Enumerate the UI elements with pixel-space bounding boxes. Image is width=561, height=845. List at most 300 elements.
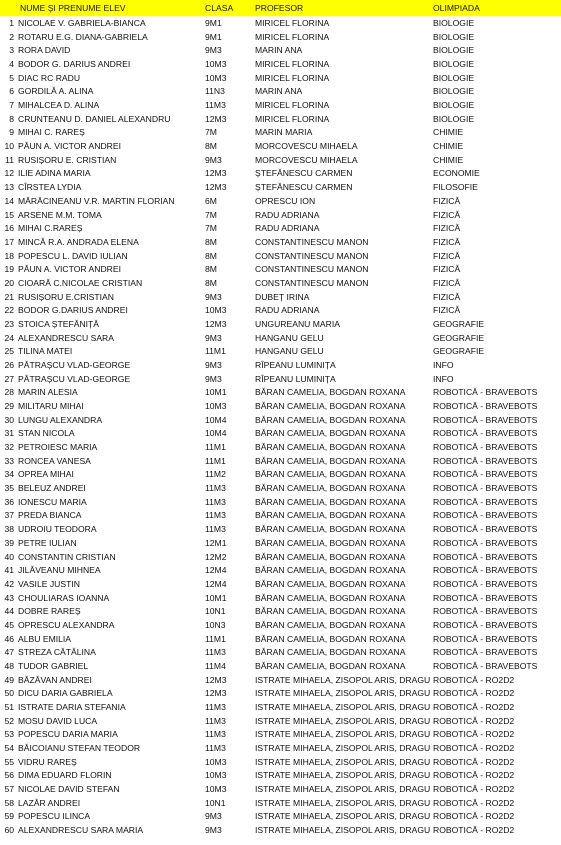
teacher-name: MIRICEL FLORINA [255, 100, 330, 111]
olympiad-name: ROBOTICĂ - BRAVEBOTS [433, 578, 538, 589]
student-name: POPESCU ILINCA [18, 811, 91, 822]
olympiad-name: INFO [433, 373, 454, 384]
row-number: 53 [4, 729, 14, 740]
student-name: BODOR G.DARIUS ANDREI [18, 305, 128, 316]
student-class: 9M3 [205, 360, 222, 370]
student-class: 12M3 [205, 674, 227, 685]
row-number: 56 [4, 770, 14, 781]
table-row [0, 592, 561, 606]
student-class: 10M1 [205, 387, 227, 398]
teacher-name: CONSTANTINESCU MANON [255, 264, 369, 275]
row-number: 23 [4, 318, 14, 329]
table-row [0, 209, 561, 223]
table-row [0, 99, 561, 113]
row-number: 21 [4, 291, 14, 302]
teacher-name: BĂRAN CAMELIA, BOGDAN ROXANA [255, 428, 406, 439]
row-number: 59 [4, 811, 14, 822]
teacher-name: DUBEȚ IRINA [255, 291, 310, 302]
olympiad-name: ROBOTICĂ - RO2D2 [433, 715, 515, 726]
teacher-name: BĂRAN CAMELIA, BOGDAN ROXANA [255, 469, 406, 480]
row-number: 48 [4, 660, 14, 671]
teacher-name: BĂRAN CAMELIA, BOGDAN ROXANA [255, 496, 406, 507]
table-row [0, 304, 561, 318]
olympiad-name: ECONOMIE [433, 168, 480, 179]
table-row [0, 633, 561, 647]
teacher-name: BĂRAN CAMELIA, BOGDAN ROXANA [255, 401, 406, 412]
row-number: 41 [4, 565, 14, 576]
student-class: 6M [205, 195, 217, 206]
teacher-name: CONSTANTINESCU MANON [255, 236, 369, 247]
row-number: 18 [4, 250, 14, 261]
row-number: 31 [4, 428, 14, 439]
student-class: 11M1 [205, 346, 226, 357]
student-name: OPRESCU ALEXANDRA [18, 619, 115, 630]
row-number: 30 [4, 414, 14, 425]
student-name: RUSIȘORU E.CRISTIAN [18, 291, 114, 302]
teacher-name: MORCOVESCU MIHAELA [255, 141, 358, 152]
student-class: 12M3 [205, 318, 227, 329]
row-number: 25 [4, 346, 14, 357]
table-row [0, 674, 561, 688]
student-class: 9M3 [205, 332, 222, 343]
teacher-name: MIRICEL FLORINA [255, 18, 330, 28]
student-class: 11M3 [205, 510, 226, 521]
olympiad-name: ROBOTICĂ - BRAVEBOTS [433, 619, 538, 630]
row-number: 36 [4, 496, 14, 507]
row-number: 1 [9, 18, 14, 28]
row-number: 47 [4, 647, 14, 658]
student-name: RONCEA VANESA [18, 455, 91, 466]
table-row [0, 359, 561, 373]
olympiad-name: ROBOTICĂ - RO2D2 [433, 756, 515, 767]
student-name: PETRE IULIAN [18, 537, 77, 548]
olympiad-name: ROBOTICĂ - BRAVEBOTS [433, 387, 538, 398]
student-class: 11M3 [205, 715, 226, 726]
olympiad-name: FIZICĂ [433, 236, 461, 247]
student-class: 12M3 [205, 168, 227, 179]
table-row [0, 291, 561, 305]
row-number: 27 [4, 373, 14, 384]
row-number: 4 [9, 59, 14, 70]
table-row [0, 332, 561, 346]
student-class: 10N1 [205, 606, 226, 617]
header-name: NUME ȘI PRENUME ELEV [20, 3, 126, 13]
table-row [0, 17, 561, 31]
row-number: 38 [4, 524, 14, 535]
student-class: 9M1 [205, 31, 222, 42]
teacher-name: CONSTANTINESCU MANON [255, 250, 369, 261]
table-row [0, 427, 561, 441]
table-row [0, 646, 561, 660]
row-number: 35 [4, 483, 14, 494]
student-name: STOICA ȘTEFĂNIȚĂ [18, 318, 100, 329]
student-class: 10M3 [205, 72, 227, 83]
table-row [0, 701, 561, 715]
student-name: PĂTRAȘCU VLAD-GEORGE [18, 373, 131, 384]
olympiad-name: FIZICĂ [433, 223, 461, 234]
row-number: 55 [4, 756, 14, 767]
teacher-name: ȘTEFĂNESCU CARMEN [255, 168, 353, 179]
row-number: 58 [4, 797, 14, 808]
student-class: 10N1 [205, 797, 226, 808]
student-class: 8M [205, 277, 217, 288]
table-row [0, 167, 561, 181]
student-class: 9M3 [205, 291, 222, 302]
student-name: VIDRU RAREȘ [18, 756, 77, 767]
table-row [0, 126, 561, 140]
olympiad-name: FIZICĂ [433, 291, 461, 302]
student-class: 11M3 [205, 647, 226, 658]
student-class: 11M1 [205, 455, 226, 466]
student-name: MIHAI C.RAREȘ [18, 223, 83, 234]
row-number: 51 [4, 702, 14, 712]
student-name: PETROIESC MARIA [18, 442, 98, 453]
student-class: 12M4 [205, 565, 227, 576]
student-name: STREZA CĂTĂLINA [18, 647, 96, 658]
student-name: RUSIȘORU E. CRISTIAN [18, 154, 117, 165]
olympiad-name: FIZICĂ [433, 277, 461, 288]
teacher-name: ISTRATE MIHAELA, ZISOPOL ARIS, DRAGU [255, 688, 430, 699]
teacher-name: ISTRATE MIHAELA, ZISOPOL ARIS, DRAGU [255, 825, 430, 836]
table-row [0, 523, 561, 537]
table-row [0, 373, 561, 387]
olympiad-name: CHIMIE [433, 141, 464, 152]
student-name: TUDOR GABRIEL [18, 660, 89, 671]
table-row [0, 236, 561, 250]
student-class: 9M3 [205, 45, 222, 56]
teacher-name: BĂRAN CAMELIA, BOGDAN ROXANA [255, 592, 406, 603]
table-row [0, 318, 561, 332]
row-number: 28 [4, 387, 14, 398]
student-class: 11N3 [205, 86, 225, 97]
olympiad-name: FILOSOFIE [433, 182, 478, 193]
teacher-name: BĂRAN CAMELIA, BOGDAN ROXANA [255, 565, 406, 576]
student-name: DOBRE RAREȘ [18, 606, 81, 617]
teacher-name: BĂRAN CAMELIA, BOGDAN ROXANA [255, 510, 406, 521]
olympiad-name: ROBOTICĂ - BRAVEBOTS [433, 496, 538, 507]
teacher-name: MIRICEL FLORINA [255, 59, 330, 70]
student-name: IONESCU MARIA [18, 496, 87, 507]
student-name: PĂUN A. VICTOR ANDREI [18, 264, 121, 275]
olympiad-name: ROBOTICĂ - BRAVEBOTS [433, 606, 538, 617]
olympiad-name: ROBOTICĂ - RO2D2 [433, 797, 515, 808]
row-number: 13 [4, 182, 14, 193]
olympiad-name: ROBOTICĂ - BRAVEBOTS [433, 647, 538, 658]
olympiad-name: BIOLOGIE [433, 72, 475, 83]
olympiad-name: ROBOTICĂ - BRAVEBOTS [433, 483, 538, 494]
row-number: 29 [4, 401, 14, 412]
olympiad-name: CHIMIE [433, 127, 464, 138]
student-class: 11M1 [205, 442, 226, 453]
olympiad-name: FIZICĂ [433, 264, 461, 275]
olympiad-name: ROBOTICĂ - BRAVEBOTS [433, 524, 538, 535]
student-class: 12M3 [205, 688, 227, 699]
student-class: 10M1 [205, 592, 227, 603]
olympiad-name: ROBOTICĂ - BRAVEBOTS [433, 414, 538, 425]
student-name: PREDA BIANCA [18, 510, 82, 521]
row-number: 46 [4, 633, 14, 644]
table-row [0, 113, 561, 127]
table-row [0, 660, 561, 674]
table-row [0, 58, 561, 72]
table-row [0, 797, 561, 811]
olympiad-name: ROBOTICĂ - BRAVEBOTS [433, 428, 538, 439]
table-row [0, 537, 561, 551]
table-row [0, 578, 561, 592]
student-name: GORDILĂ A. ALINA [18, 86, 94, 97]
student-class: 12M3 [205, 113, 227, 124]
olympiad-name: BIOLOGIE [433, 45, 475, 56]
teacher-name: HANGANU GELU [255, 332, 324, 343]
student-name: ROTARU E.G. DIANA-GABRIELA [18, 31, 148, 42]
row-number: 32 [4, 442, 14, 453]
student-class: 10M3 [205, 305, 227, 316]
row-number: 17 [4, 236, 14, 247]
olympiad-name: ROBOTICĂ - RO2D2 [433, 743, 515, 754]
student-name: MILITARU MIHAI [18, 401, 84, 412]
teacher-name: ISTRATE MIHAELA, ZISOPOL ARIS, DRAGU [255, 756, 430, 767]
table-row [0, 345, 561, 359]
teacher-name: BĂRAN CAMELIA, BOGDAN ROXANA [255, 647, 406, 658]
teacher-name: OPRESCU ION [255, 195, 316, 206]
student-name: MARIN ALESIA [18, 387, 78, 398]
student-class: 11M2 [205, 469, 226, 480]
table-row [0, 468, 561, 482]
table-row [0, 441, 561, 455]
table-row [0, 551, 561, 565]
student-name: POPESCU DARIA MARIA [18, 729, 118, 740]
table-row [0, 715, 561, 729]
table-row [0, 195, 561, 209]
table-row [0, 181, 561, 195]
student-name: MIHALCEA D. ALINA [18, 100, 100, 111]
student-name: ALEXANDRESCU SARA MARIA [18, 825, 144, 836]
row-number: 54 [4, 743, 14, 754]
teacher-name: ȘTEFĂNESCU CARMEN [255, 182, 353, 193]
olympiad-name: INFO [433, 360, 454, 370]
header-teacher: PROFESOR [255, 3, 304, 13]
row-number: 6 [9, 86, 14, 97]
teacher-name: UNGUREANU MARIA [255, 318, 340, 329]
teacher-name: BĂRAN CAMELIA, BOGDAN ROXANA [255, 578, 406, 589]
olympiad-name: CHIMIE [433, 154, 464, 165]
olympiad-name: BIOLOGIE [433, 31, 475, 42]
row-number: 50 [4, 688, 14, 699]
olympiad-name: GEOGRAFIE [433, 346, 485, 357]
student-class: 10M3 [205, 770, 227, 781]
teacher-name: RÎPEANU LUMINIȚA [255, 360, 336, 370]
teacher-name: RADU ADRIANA [255, 305, 320, 316]
olympiad-name: ROBOTICĂ - BRAVEBOTS [433, 537, 538, 548]
row-number: 19 [4, 264, 14, 275]
olympiad-name: ROBOTICĂ - RO2D2 [433, 825, 515, 836]
teacher-name: ISTRATE MIHAELA, ZISOPOL ARIS, DRAGU [255, 811, 430, 822]
row-number: 11 [5, 154, 14, 165]
student-class: 11M3 [205, 729, 226, 740]
student-class: 11M3 [205, 702, 226, 712]
student-name: DIMA EDUARD FLORIN [18, 770, 112, 781]
table-row [0, 140, 561, 154]
table-row [0, 482, 561, 496]
teacher-name: ISTRATE MIHAELA, ZISOPOL ARIS, DRAGU [255, 674, 430, 685]
table-row [0, 769, 561, 783]
student-class: 9M3 [205, 373, 222, 384]
table-row [0, 400, 561, 414]
student-class: 10M3 [205, 401, 227, 412]
row-number: 7 [9, 100, 14, 111]
student-class: 11M3 [205, 483, 226, 494]
table-row [0, 756, 561, 770]
teacher-name: BĂRAN CAMELIA, BOGDAN ROXANA [255, 551, 406, 562]
table-row [0, 810, 561, 824]
student-name: CRUNTEANU D. DANIEL ALEXANDRU [18, 113, 171, 124]
student-name: MINCĂ R.A. ANDRADA ELENA [18, 236, 139, 247]
row-number: 44 [4, 606, 14, 617]
student-name: OPREA MIHAI [18, 469, 74, 480]
student-name: ILIE ADINA MARIA [18, 168, 91, 179]
olympiad-name: ROBOTICĂ - BRAVEBOTS [433, 633, 538, 644]
table-row [0, 263, 561, 277]
table-row [0, 44, 561, 58]
student-class: 10N3 [205, 619, 226, 630]
student-name: UDROIU TEODORA [18, 524, 97, 535]
student-name: RORA DAVID [18, 45, 71, 56]
olympiad-name: FIZICĂ [433, 305, 461, 316]
header-olympiad: OLIMPIADA [433, 3, 480, 13]
olympiad-name: BIOLOGIE [433, 100, 475, 111]
table-row [0, 783, 561, 797]
row-number: 14 [4, 195, 14, 206]
row-number: 40 [4, 551, 14, 562]
olympiad-name: ROBOTICĂ - BRAVEBOTS [433, 442, 538, 453]
teacher-name: ISTRATE MIHAELA, ZISOPOL ARIS, DRAGU [255, 797, 430, 808]
teacher-name: BĂRAN CAMELIA, BOGDAN ROXANA [255, 633, 406, 644]
table-row [0, 72, 561, 86]
olympiad-name: BIOLOGIE [433, 18, 475, 28]
teacher-name: BĂRAN CAMELIA, BOGDAN ROXANA [255, 619, 406, 630]
table-row [0, 414, 561, 428]
olympiad-name: ROBOTICĂ - BRAVEBOTS [433, 660, 538, 671]
table-row [0, 687, 561, 701]
student-class: 10M3 [205, 59, 227, 70]
header-class: CLASA [205, 3, 234, 13]
teacher-name: BĂRAN CAMELIA, BOGDAN ROXANA [255, 537, 406, 548]
student-name: MĂRĂCINEANU V.R. MARTIN FLORIAN [18, 195, 175, 206]
olympiad-name: ROBOTICĂ - BRAVEBOTS [433, 565, 538, 576]
student-class: 12M4 [205, 578, 227, 589]
olympiad-name: ROBOTICĂ - RO2D2 [433, 688, 515, 699]
student-class: 12M2 [205, 551, 227, 562]
table-row [0, 277, 561, 291]
student-name: TILINA MATEI [18, 346, 73, 357]
student-class: 11M4 [205, 660, 226, 671]
row-number: 39 [4, 537, 14, 548]
teacher-name: MIRICEL FLORINA [255, 113, 330, 124]
student-class: 8M [205, 141, 217, 152]
row-number: 34 [4, 469, 14, 480]
teacher-name: BĂRAN CAMELIA, BOGDAN ROXANA [255, 483, 406, 494]
table-row [0, 564, 561, 578]
teacher-name: BĂRAN CAMELIA, BOGDAN ROXANA [255, 660, 406, 671]
student-class: 7M [205, 127, 217, 138]
student-name: NICOLAE V. GABRIELA-BIANCA [18, 18, 146, 28]
olympiad-name: BIOLOGIE [433, 86, 475, 97]
olympiad-name: ROBOTICĂ - BRAVEBOTS [433, 469, 538, 480]
olympiad-name: ROBOTICĂ - RO2D2 [433, 674, 515, 685]
olympiad-name: BIOLOGIE [433, 59, 475, 70]
student-class: 11M3 [205, 100, 226, 111]
student-class: 11M3 [205, 524, 226, 535]
student-name: ARSENE M.M. TOMA [18, 209, 102, 220]
student-name: DICU DARIA GABRIELA [18, 688, 113, 699]
student-class: 11M3 [205, 743, 226, 754]
table-row [0, 250, 561, 264]
olympiad-name: ROBOTICĂ - RO2D2 [433, 784, 515, 795]
teacher-name: ISTRATE MIHAELA, ZISOPOL ARIS, DRAGU [255, 702, 430, 712]
table-row [0, 154, 561, 168]
student-name: BELEUZ ANDREI [18, 483, 86, 494]
teacher-name: ISTRATE MIHAELA, ZISOPOL ARIS, DRAGU [255, 743, 430, 754]
student-class: 12M3 [205, 182, 227, 193]
student-class: 9M3 [205, 154, 222, 165]
table-row [0, 728, 561, 742]
olympiad-name: ROBOTICĂ - BRAVEBOTS [433, 401, 538, 412]
student-name: NICOLAE DAVID STEFAN [18, 784, 120, 795]
row-number: 43 [4, 592, 14, 603]
teacher-name: MIRICEL FLORINA [255, 72, 330, 83]
row-number: 42 [4, 578, 14, 589]
teacher-name: HANGANU GELU [255, 346, 324, 357]
teacher-name: ISTRATE MIHAELA, ZISOPOL ARIS, DRAGU [255, 729, 430, 740]
table-row [0, 605, 561, 619]
student-name: POPESCU L. DAVID IULIAN [18, 250, 128, 261]
row-number: 3 [9, 45, 14, 56]
student-name: DIAC RC RADU [18, 72, 81, 83]
teacher-name: BĂRAN CAMELIA, BOGDAN ROXANA [255, 442, 406, 453]
row-number: 5 [9, 72, 14, 83]
student-class: 12M1 [205, 537, 227, 548]
teacher-name: MIRICEL FLORINA [255, 31, 330, 42]
table-row [0, 742, 561, 756]
teacher-name: ISTRATE MIHAELA, ZISOPOL ARIS, DRAGU [255, 770, 430, 781]
olympiad-name: BIOLOGIE [433, 113, 475, 124]
table-row [0, 824, 561, 838]
student-name: BĂZĂVAN ANDREI [18, 674, 92, 685]
student-name: CONSTANTIN CRISTIAN [18, 551, 116, 562]
row-number: 22 [4, 305, 14, 316]
student-class: 8M [205, 236, 217, 247]
olympiad-name: ROBOTICĂ - BRAVEBOTS [433, 455, 538, 466]
row-number: 45 [4, 619, 14, 630]
row-number: 20 [4, 277, 14, 288]
student-name: VASILE JUSTIN [18, 578, 80, 589]
teacher-name: MARIN ANA [255, 86, 303, 97]
table-row [0, 31, 561, 45]
student-name: LAZĂR ANDREI [18, 797, 81, 808]
student-name: CHOULIARAS IOANNA [18, 592, 110, 603]
student-name: BĂICOIANU STEFAN TEODOR [18, 743, 141, 754]
student-class: 7M [205, 209, 217, 220]
student-name: MIHAI C. RAREȘ [18, 127, 85, 138]
olympiad-name: ROBOTICĂ - BRAVEBOTS [433, 592, 538, 603]
table-header-row [0, 0, 561, 16]
student-class: 10M4 [205, 414, 227, 425]
teacher-name: BĂRAN CAMELIA, BOGDAN ROXANA [255, 606, 406, 617]
teacher-name: RADU ADRIANA [255, 223, 320, 234]
row-number: 57 [4, 784, 14, 795]
student-class: 9M1 [205, 18, 222, 28]
table-row [0, 496, 561, 510]
